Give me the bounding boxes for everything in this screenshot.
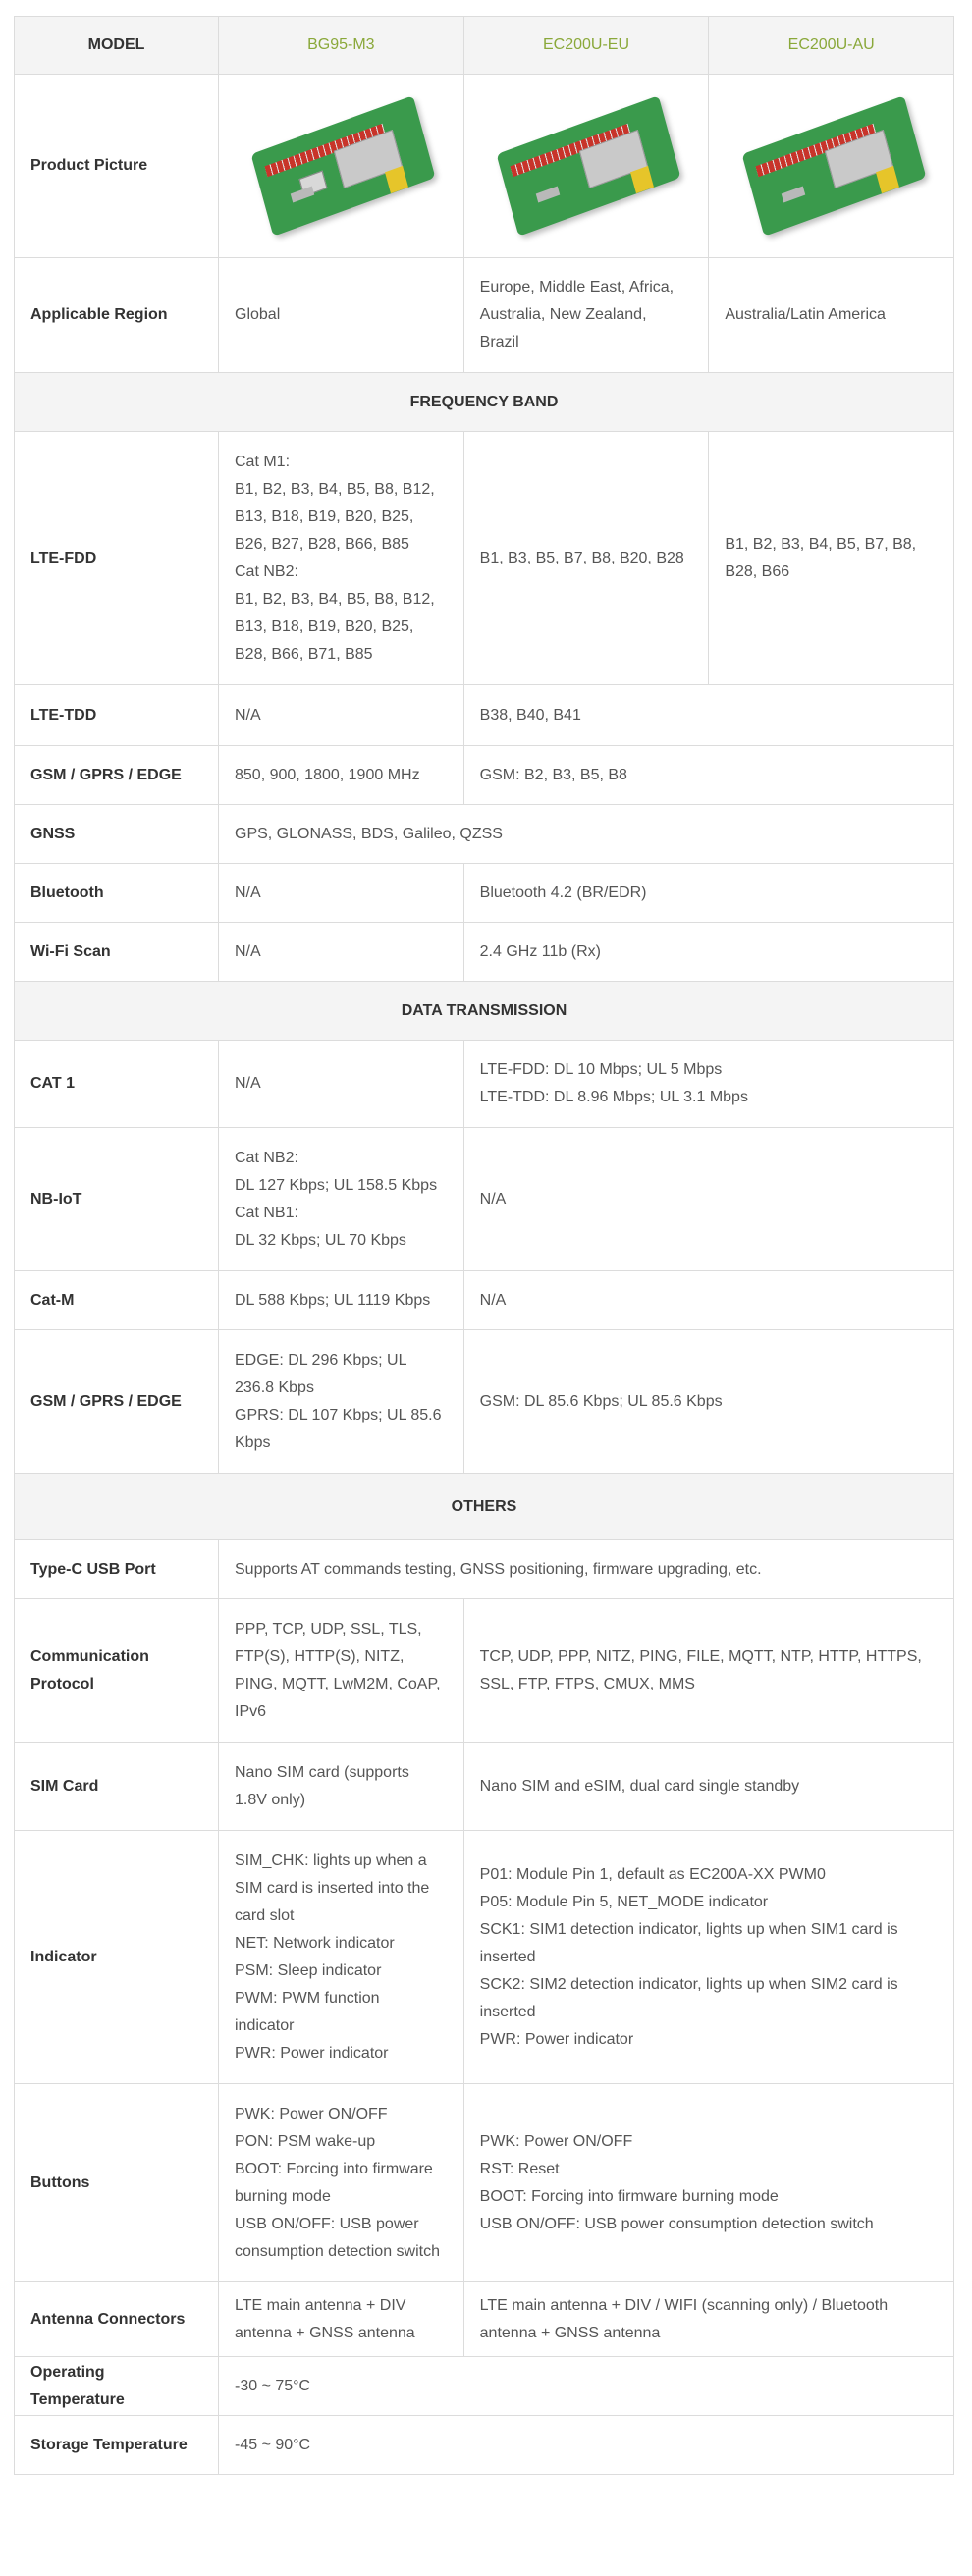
section-data-transmission: [15, 982, 954, 1041]
cell-ec200u-au: B1, B2, B3, B4, B5, B7, B8, B28, B66: [709, 432, 954, 685]
row-label: Bluetooth: [15, 864, 219, 923]
section-others: [15, 1474, 954, 1540]
spec-table: [14, 16, 954, 2475]
row-label: GSM / GPRS / EDGE: [15, 1330, 219, 1474]
cell-ec200u: B38, B40, B41: [463, 685, 953, 746]
product-image-bg95: [219, 75, 464, 258]
row-label: Applicable Region: [15, 258, 219, 373]
row-label: Product Picture: [15, 75, 219, 258]
indicator-row: [15, 1831, 954, 2084]
product-image-ec200u-au: [709, 75, 954, 258]
cell-ec200u-eu: Europe, Middle East, Africa, Australia, New Zealand, Brazil: [463, 258, 709, 373]
cell-bg95: PPP, TCP, UDP, SSL, TLS, FTP(S), HTTP(S), NITZ, PING, MQTT, LwM2M, CoAP, IPv6: [219, 1599, 464, 1743]
section-title: FREQUENCY BAND: [15, 373, 954, 432]
sim-card-row: [15, 1743, 954, 1831]
cell-bg95: N/A: [219, 685, 464, 746]
cell-ec200u: PWK: Power ON/OFF RST: Reset BOOT: Forcing into firmware burning mode USB ON/OFF: USB power consumption detection switch: [463, 2084, 953, 2282]
cell-bg95: N/A: [219, 1041, 464, 1128]
cell-all: GPS, GLONASS, BDS, Galileo, QZSS: [219, 805, 954, 864]
row-label: Cat-M: [15, 1271, 219, 1330]
header-row: [15, 17, 954, 75]
cell-bg95: EDGE: DL 296 Kbps; UL 236.8 Kbps GPRS: DL 107 Kbps; UL 85.6 Kbps: [219, 1330, 464, 1474]
applicable-region-row: [15, 258, 954, 373]
product-picture-row: [15, 75, 954, 258]
section-title: DATA TRANSMISSION: [15, 982, 954, 1041]
row-label: GSM / GPRS / EDGE: [15, 746, 219, 805]
cell-bg95: 850, 900, 1800, 1900 MHz: [219, 746, 464, 805]
model-header: MODEL: [15, 17, 219, 75]
row-label: Communication Protocol: [15, 1599, 219, 1743]
cell-all: -45 ~ 90°C: [219, 2416, 954, 2475]
gnss-row: [15, 805, 954, 864]
cell-bg95: Global: [219, 258, 464, 373]
storage-temperature-row: [15, 2416, 954, 2475]
protocol-row: [15, 1599, 954, 1743]
gsm-band-row: [15, 746, 954, 805]
cell-bg95: N/A: [219, 864, 464, 923]
row-label: Operating Temperature: [15, 2357, 219, 2416]
board-image: [252, 105, 429, 218]
cell-bg95: DL 588 Kbps; UL 1119 Kbps: [219, 1271, 464, 1330]
row-label: LTE-TDD: [15, 685, 219, 746]
cell-ec200u: P01: Module Pin 1, default as EC200A-XX PWM0 P05: Module Pin 5, NET_MODE indicator SCK1: SIM1 detection indicator, lights up when SIM1 card is inserted SCK2: SIM2 detection indicator, lights up when SIM2 card is inserted PWR: Power indicator: [463, 1831, 953, 2084]
cell-bg95: PWK: Power ON/OFF PON: PSM wake-up BOOT: Forcing into firmware burning mode USB ON/OFF: USB power consumption detection switch: [219, 2084, 464, 2282]
row-label: SIM Card: [15, 1743, 219, 1831]
cell-all: Supports AT commands testing, GNSS positioning, firmware upgrading, etc.: [219, 1540, 954, 1599]
cell-ec200u: Bluetooth 4.2 (BR/EDR): [463, 864, 953, 923]
cell-ec200u: Nano SIM and eSIM, dual card single standby: [463, 1743, 953, 1831]
buttons-row: [15, 2084, 954, 2282]
cell-bg95: N/A: [219, 923, 464, 982]
row-label: NB-IoT: [15, 1128, 219, 1271]
cell-bg95: LTE main antenna + DIV antenna + GNSS antenna: [219, 2282, 464, 2357]
row-label: GNSS: [15, 805, 219, 864]
row-label: Storage Temperature: [15, 2416, 219, 2475]
cell-ec200u: 2.4 GHz 11b (Rx): [463, 923, 953, 982]
row-label: Indicator: [15, 1831, 219, 2084]
cell-bg95: Nano SIM card (supports 1.8V only): [219, 1743, 464, 1831]
cell-ec200u: GSM: B2, B3, B5, B8: [463, 746, 953, 805]
cell-ec200u: LTE main antenna + DIV / WIFI (scanning only) / Bluetooth antenna + GNSS antenna: [463, 2282, 953, 2357]
operating-temperature-row: [15, 2357, 954, 2416]
cell-bg95: Cat M1: B1, B2, B3, B4, B5, B8, B12, B13, B18, B19, B20, B25, B26, B27, B28, B66, B85 Cat NB2: B1, B2, B3, B4, B5, B8, B12, B13, B18, B19, B20, B25, B28, B66, B71, B85: [219, 432, 464, 685]
board-image: [743, 105, 920, 218]
section-frequency-band: [15, 373, 954, 432]
cell-all: -30 ~ 75°C: [219, 2357, 954, 2416]
usb-row: [15, 1540, 954, 1599]
cell-bg95: SIM_CHK: lights up when a SIM card is inserted into the card slot NET: Network indicator PSM: Sleep indicator PWM: PWM function indicator PWR: Power indicator: [219, 1831, 464, 2084]
cell-ec200u-au: Australia/Latin America: [709, 258, 954, 373]
row-label: Antenna Connectors: [15, 2282, 219, 2357]
cell-ec200u: TCP, UDP, PPP, NITZ, PING, FILE, MQTT, NTP, HTTP, HTTPS, SSL, FTP, FTPS, CMUX, MMS: [463, 1599, 953, 1743]
cell-ec200u: N/A: [463, 1271, 953, 1330]
product-image-ec200u-eu: [463, 75, 709, 258]
cell-ec200u-eu: B1, B3, B5, B7, B8, B20, B28: [463, 432, 709, 685]
gsm-rate-row: [15, 1330, 954, 1474]
cat1-row: [15, 1041, 954, 1128]
lte-fdd-row: [15, 432, 954, 685]
row-label: Buttons: [15, 2084, 219, 2282]
row-label: LTE-FDD: [15, 432, 219, 685]
nbiot-row: [15, 1128, 954, 1271]
lte-tdd-row: [15, 685, 954, 746]
cell-ec200u: N/A: [463, 1128, 953, 1271]
row-label: CAT 1: [15, 1041, 219, 1128]
antenna-row: [15, 2282, 954, 2357]
wifi-scan-row: [15, 923, 954, 982]
product-header-bg95[interactable]: BG95-M3: [219, 17, 464, 75]
cell-ec200u: GSM: DL 85.6 Kbps; UL 85.6 Kbps: [463, 1330, 953, 1474]
cell-bg95: Cat NB2: DL 127 Kbps; UL 158.5 Kbps Cat NB1: DL 32 Kbps; UL 70 Kbps: [219, 1128, 464, 1271]
row-label: Wi-Fi Scan: [15, 923, 219, 982]
catm-row: [15, 1271, 954, 1330]
product-header-ec200u-eu[interactable]: EC200U-EU: [463, 17, 709, 75]
row-label: Type-C USB Port: [15, 1540, 219, 1599]
bluetooth-row: [15, 864, 954, 923]
cell-ec200u: LTE-FDD: DL 10 Mbps; UL 5 Mbps LTE-TDD: DL 8.96 Mbps; UL 3.1 Mbps: [463, 1041, 953, 1128]
product-header-ec200u-au[interactable]: EC200U-AU: [709, 17, 954, 75]
section-title: OTHERS: [15, 1474, 954, 1540]
board-image: [498, 105, 675, 218]
